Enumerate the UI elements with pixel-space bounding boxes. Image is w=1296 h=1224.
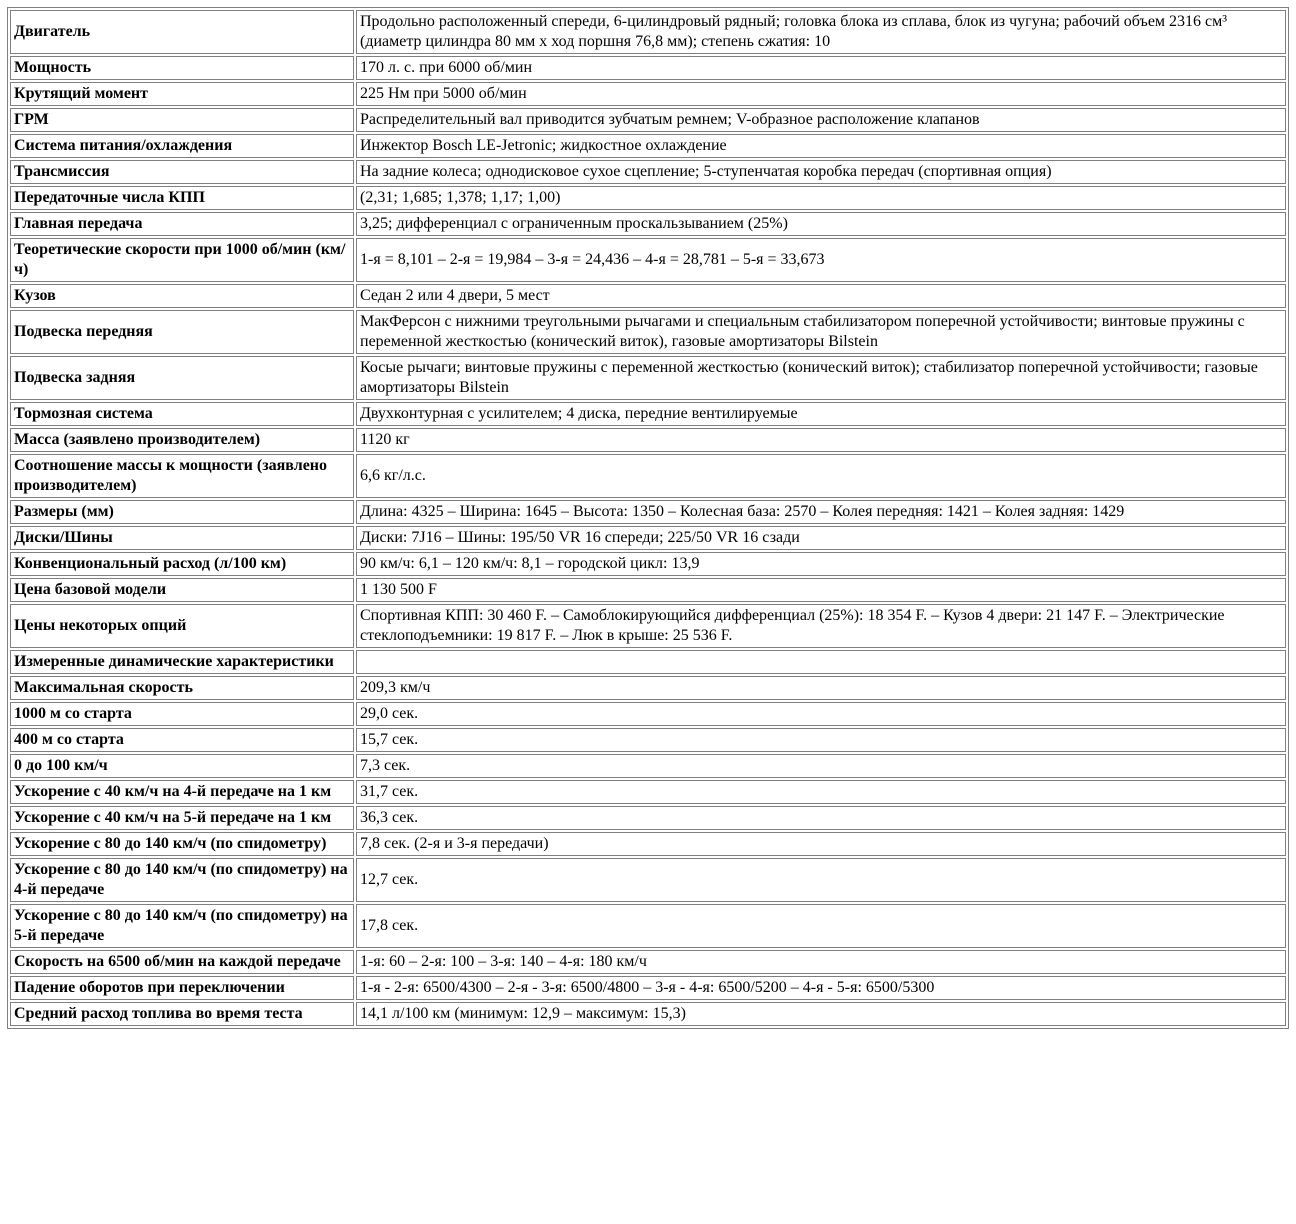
spec-label: Крутящий момент xyxy=(10,82,354,106)
spec-label: Диски/Шины xyxy=(10,526,354,550)
spec-label: 0 до 100 км/ч xyxy=(10,754,354,778)
spec-row xyxy=(10,950,1286,974)
spec-label: Падение оборотов при переключении xyxy=(10,976,354,1000)
spec-row xyxy=(10,134,1286,158)
spec-label: Ускорение с 80 до 140 км/ч (по спидометру) xyxy=(10,832,354,856)
spec-value: 29,0 сек. xyxy=(356,702,1286,726)
spec-value: 1 130 500 F xyxy=(356,578,1286,602)
spec-row xyxy=(10,1002,1286,1026)
spec-row xyxy=(10,578,1286,602)
spec-value: 1-я - 2-я: 6500/4300 – 2-я - 3-я: 6500/4800 – 3-я - 4-я: 6500/5200 – 4-я - 5-я: 6500/5300 xyxy=(356,976,1286,1000)
spec-label: Теоретические скорости при 1000 об/мин (км/ч) xyxy=(10,238,354,282)
spec-row xyxy=(10,702,1286,726)
spec-value: 3,25; дифференциал с ограниченным проскальзыванием (25%) xyxy=(356,212,1286,236)
spec-row xyxy=(10,356,1286,400)
spec-value: 225 Нм при 5000 об/мин xyxy=(356,82,1286,106)
spec-label: Ускорение с 40 км/ч на 4-й передаче на 1 км xyxy=(10,780,354,804)
spec-label: Цена базовой модели xyxy=(10,578,354,602)
spec-value: МакФерсон с нижними треугольными рычагами и специальным стабилизатором поперечной устойчивости; винтовые пружины с переменной жесткостью (конический виток), газовые амортизаторы Bilstein xyxy=(356,310,1286,354)
spec-row xyxy=(10,832,1286,856)
spec-row xyxy=(10,238,1286,282)
spec-label: Скорость на 6500 об/мин на каждой передаче xyxy=(10,950,354,974)
spec-value: 1-я: 60 – 2-я: 100 – 3-я: 140 – 4-я: 180 км/ч xyxy=(356,950,1286,974)
spec-label: 1000 м со старта xyxy=(10,702,354,726)
spec-value: Спортивная КПП: 30 460 F. – Самоблокирующийся дифференциал (25%): 18 354 F. – Кузов 4 двери: 21 147 F. – Электрические стеклоподъемники: 19 817 F. – Люк в крыше: 25 536 F. xyxy=(356,604,1286,648)
specifications-table-body xyxy=(10,10,1286,1026)
spec-value: Двухконтурная с усилителем; 4 диска, передние вентилируемые xyxy=(356,402,1286,426)
spec-value: 14,1 л/100 км (минимум: 12,9 – максимум: 15,3) xyxy=(356,1002,1286,1026)
spec-value: Седан 2 или 4 двери, 5 мест xyxy=(356,284,1286,308)
spec-value: На задние колеса; однодисковое сухое сцепление; 5-ступенчатая коробка передач (спортивная опция) xyxy=(356,160,1286,184)
spec-label: Измеренные динамические характеристики xyxy=(10,650,354,674)
spec-value: (2,31; 1,685; 1,378; 1,17; 1,00) xyxy=(356,186,1286,210)
spec-label: Ускорение с 80 до 140 км/ч (по спидометру) на 4-й передаче xyxy=(10,858,354,902)
spec-row xyxy=(10,402,1286,426)
spec-value: 17,8 сек. xyxy=(356,904,1286,948)
spec-value xyxy=(356,650,1286,674)
spec-label: Трансмиссия xyxy=(10,160,354,184)
spec-row xyxy=(10,552,1286,576)
spec-row xyxy=(10,10,1286,54)
spec-row xyxy=(10,310,1286,354)
spec-row xyxy=(10,454,1286,498)
spec-label: Двигатель xyxy=(10,10,354,54)
spec-row xyxy=(10,650,1286,674)
spec-row xyxy=(10,284,1286,308)
spec-label: Главная передача xyxy=(10,212,354,236)
spec-value: Диски: 7J16 – Шины: 195/50 VR 16 спереди; 225/50 VR 16 сзади xyxy=(356,526,1286,550)
spec-label: Конвенциональный расход (л/100 км) xyxy=(10,552,354,576)
spec-value: Продольно расположенный спереди, 6-цилиндровый рядный; головка блока из сплава, блок из чугуна; рабочий объем 2316 см³ (диаметр цилиндра 80 мм x ход поршня 76,8 мм); степень сжатия: 10 xyxy=(356,10,1286,54)
spec-value: 31,7 сек. xyxy=(356,780,1286,804)
spec-value: 12,7 сек. xyxy=(356,858,1286,902)
spec-row xyxy=(10,186,1286,210)
spec-row xyxy=(10,500,1286,524)
spec-value: 15,7 сек. xyxy=(356,728,1286,752)
spec-row xyxy=(10,56,1286,80)
spec-label: ГРМ xyxy=(10,108,354,132)
spec-label: Кузов xyxy=(10,284,354,308)
spec-value: 170 л. с. при 6000 об/мин xyxy=(356,56,1286,80)
spec-label: Ускорение с 40 км/ч на 5-й передаче на 1 км xyxy=(10,806,354,830)
spec-row xyxy=(10,676,1286,700)
spec-label: Соотношение массы к мощности (заявлено производителем) xyxy=(10,454,354,498)
spec-label: Система питания/охлаждения xyxy=(10,134,354,158)
spec-value: 7,8 сек. (2-я и 3-я передачи) xyxy=(356,832,1286,856)
spec-row xyxy=(10,728,1286,752)
spec-value: Инжектор Bosch LE-Jetronic; жидкостное охлаждение xyxy=(356,134,1286,158)
spec-row xyxy=(10,160,1286,184)
spec-label: Масса (заявлено производителем) xyxy=(10,428,354,452)
spec-row xyxy=(10,976,1286,1000)
spec-value: 6,6 кг/л.с. xyxy=(356,454,1286,498)
spec-value: Длина: 4325 – Ширина: 1645 – Высота: 1350 – Колесная база: 2570 – Колея передняя: 1421 – Колея задняя: 1429 xyxy=(356,500,1286,524)
spec-value: Распределительный вал приводится зубчатым ремнем; V-образное расположение клапанов xyxy=(356,108,1286,132)
spec-value: 209,3 км/ч xyxy=(356,676,1286,700)
spec-row xyxy=(10,82,1286,106)
spec-row xyxy=(10,212,1286,236)
spec-value: 1120 кг xyxy=(356,428,1286,452)
spec-label: Средний расход топлива во время теста xyxy=(10,1002,354,1026)
spec-label: Подвеска задняя xyxy=(10,356,354,400)
spec-label: Тормозная система xyxy=(10,402,354,426)
spec-row xyxy=(10,428,1286,452)
spec-row xyxy=(10,754,1286,778)
spec-label: 400 м со старта xyxy=(10,728,354,752)
spec-label: Цены некоторых опций xyxy=(10,604,354,648)
spec-value: 7,3 сек. xyxy=(356,754,1286,778)
spec-label: Подвеска передняя xyxy=(10,310,354,354)
spec-row xyxy=(10,806,1286,830)
spec-row xyxy=(10,904,1286,948)
spec-value: 90 км/ч: 6,1 – 120 км/ч: 8,1 – городской цикл: 13,9 xyxy=(356,552,1286,576)
spec-row xyxy=(10,858,1286,902)
spec-label: Передаточные числа КПП xyxy=(10,186,354,210)
spec-value: Косые рычаги; винтовые пружины с переменной жесткостью (конический виток); стабилизатор поперечной устойчивости; газовые амортизаторы Bilstein xyxy=(356,356,1286,400)
spec-label: Мощность xyxy=(10,56,354,80)
spec-label: Ускорение с 80 до 140 км/ч (по спидометру) на 5-й передаче xyxy=(10,904,354,948)
spec-row xyxy=(10,526,1286,550)
spec-row xyxy=(10,780,1286,804)
spec-row xyxy=(10,108,1286,132)
spec-value: 1-я = 8,101 – 2-я = 19,984 – 3-я = 24,436 – 4-я = 28,781 – 5-я = 33,673 xyxy=(356,238,1286,282)
spec-label: Размеры (мм) xyxy=(10,500,354,524)
spec-label: Максимальная скорость xyxy=(10,676,354,700)
spec-value: 36,3 сек. xyxy=(356,806,1286,830)
spec-row xyxy=(10,604,1286,648)
specifications-table xyxy=(7,7,1289,1029)
